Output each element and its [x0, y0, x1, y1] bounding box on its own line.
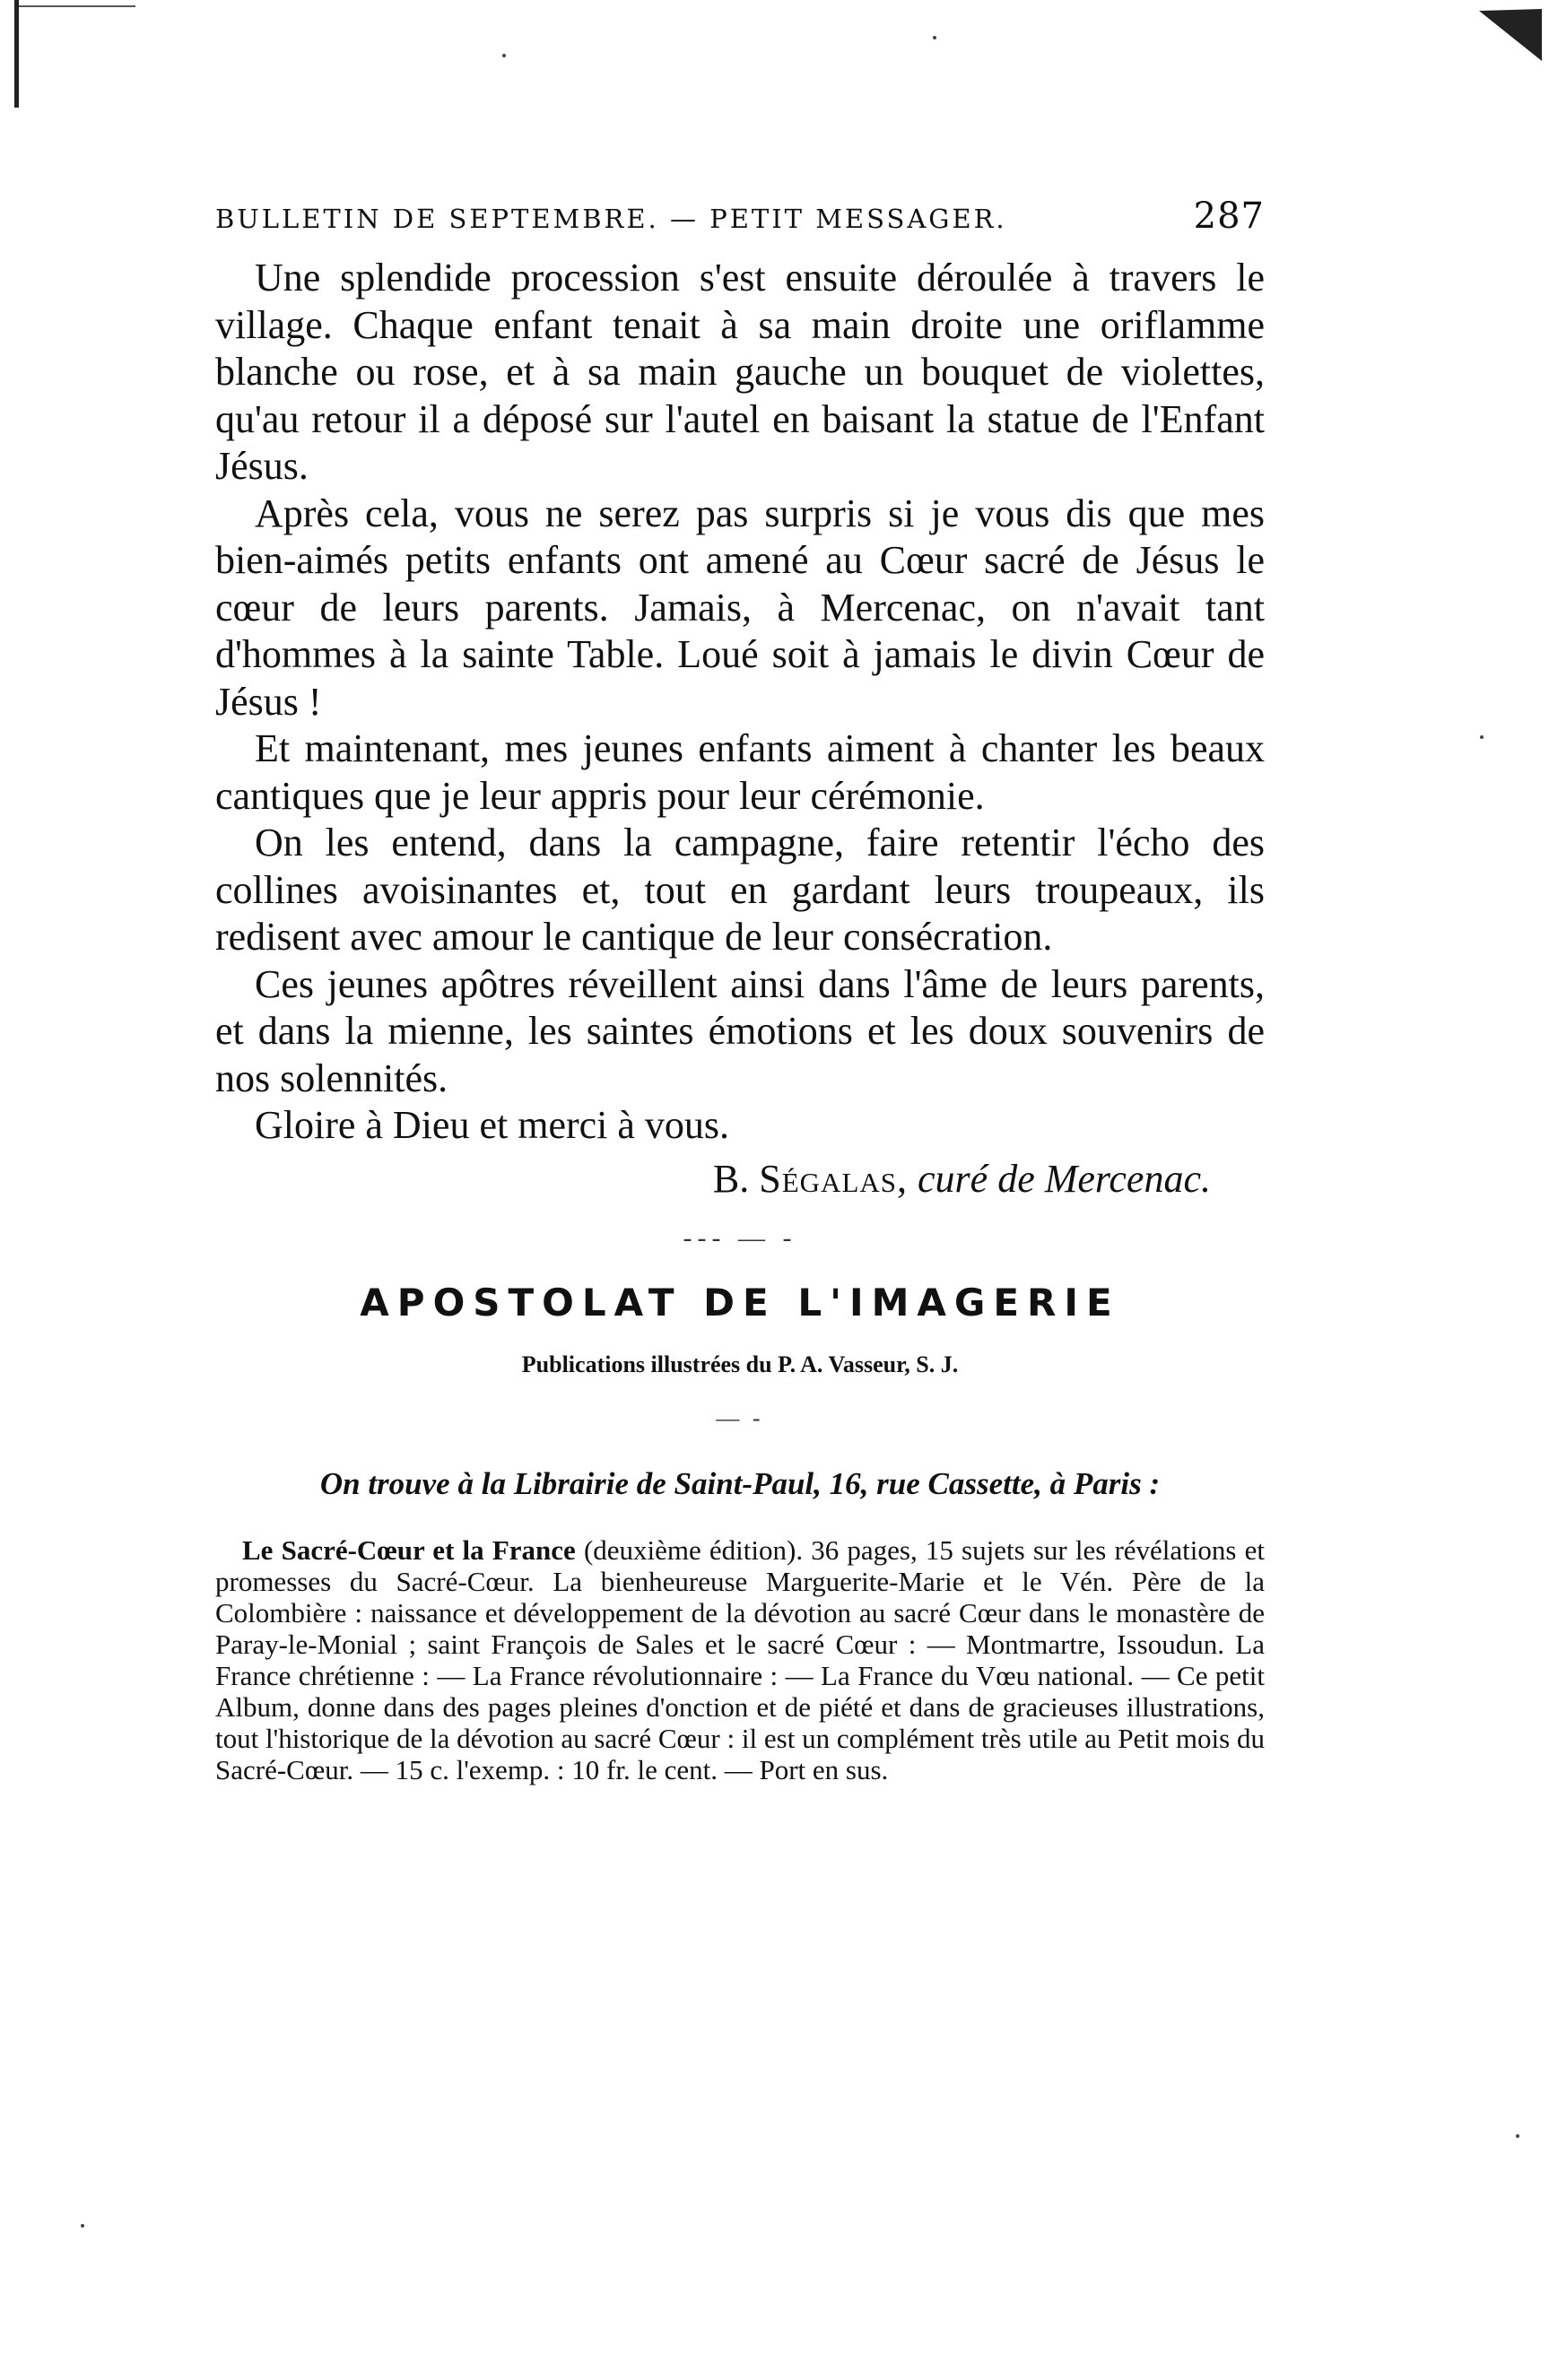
paragraph: Ces jeunes apôtres réveillent ainsi dans l'âme de leurs parents, et dans la mienne, les saintes émotions et les doux souvenirs de nos solennités.	[215, 961, 1265, 1100]
running-head	[215, 195, 1265, 237]
publication-notice	[215, 1534, 1265, 1785]
section-divider: --- — -	[683, 1222, 797, 1253]
notice-paragraph	[215, 1534, 1265, 1785]
section-title: APOSTOLAT DE L'IMAGERIE	[360, 1280, 1120, 1325]
paragraph: On les entend, dans la campagne, faire retentir l'écho des collines avoisinantes et, tout en gardant leurs troupeaux, ils redisent avec amour le cantique de leur consécration.	[215, 821, 1265, 959]
notice-text: (deuxième édition). 36 pages, 15 sujets sur les révélations et promesses du Sacré-Cœur. La bienheureuse Marguerite-Marie et le Vén. Père de la Colombière : naissance et développement de la dévotion au sacré Cœur dans le monastère de Paray-le-Monial ; saint François de Sales et le sacré Cœur : — Montmartre, Issoudun. La France chrétienne : — La France révolutionnaire : — La France du Vœu national. — Ce petit Album, donne dans des pages pleines d'onction et de piété et dans de gracieuses illustrations, tout l'historique de la dévotion au sacré Cœur : il est un complément très utile au Petit mois du Sacré-Cœur. — 15 c. l'exemp. : 10 fr. le cent. — Port en sus.	[215, 1533, 1265, 1785]
page-content	[215, 195, 1265, 1785]
corner-scan-mark	[1479, 9, 1542, 63]
section-divider-small: — -	[716, 1404, 764, 1431]
paragraph: Et maintenant, mes jeunes enfants aiment à chanter les beaux cantiques que je leur appris pour leur cérémonie.	[215, 726, 1265, 818]
page-number: 287	[1193, 195, 1265, 237]
paragraph: Une splendide procession s'est ensuite déroulée à travers le village. Chaque enfant tenait à sa main droite une oriflamme blanche ou rose, et à sa main gauche un bouquet de violettes, qu'au retour il a déposé sur l'autel en baisant la statue de l'Enfant Jésus.	[215, 256, 1265, 488]
signature	[215, 1155, 1265, 1203]
notice-lead-title: Le Sacré-Cœur et la France	[242, 1533, 576, 1566]
page-edge-mark	[14, 0, 19, 108]
scan-speck	[933, 36, 936, 39]
section-subtitle: Publications illustrées du P. A. Vasseur, S. J.	[521, 1351, 959, 1377]
paragraph: Après cela, vous ne serez pas surpris si je vous dis que mes bien-aimés petits enfants ont amené au Cœur sacré de Jésus le cœur de leurs parents. Jamais, à Mercenac, on n'avait tant d'hommes à la sainte Table. Loué soit à jamais le divin Cœur de Jésus !	[215, 491, 1265, 724]
running-head-title: BULLETIN DE SEPTEMBRE. — PETIT MESSAGER.	[215, 204, 1007, 234]
signature-name: Ségalas,	[759, 1156, 909, 1201]
bookshop-line: On trouve à la Librairie de Saint-Paul, 16, rue Cassette, à Paris :	[319, 1465, 1161, 1501]
scan-speck	[1480, 735, 1484, 739]
scan-speck	[502, 54, 506, 57]
paragraph: Gloire à Dieu et merci à vous.	[255, 1103, 730, 1147]
signature-initial: B.	[712, 1156, 750, 1201]
scan-speck	[81, 2224, 84, 2228]
top-rule	[19, 5, 135, 7]
signature-role: curé de Mercenac.	[918, 1156, 1211, 1201]
scan-speck	[1516, 2134, 1519, 2138]
letter-body	[215, 255, 1265, 1150]
